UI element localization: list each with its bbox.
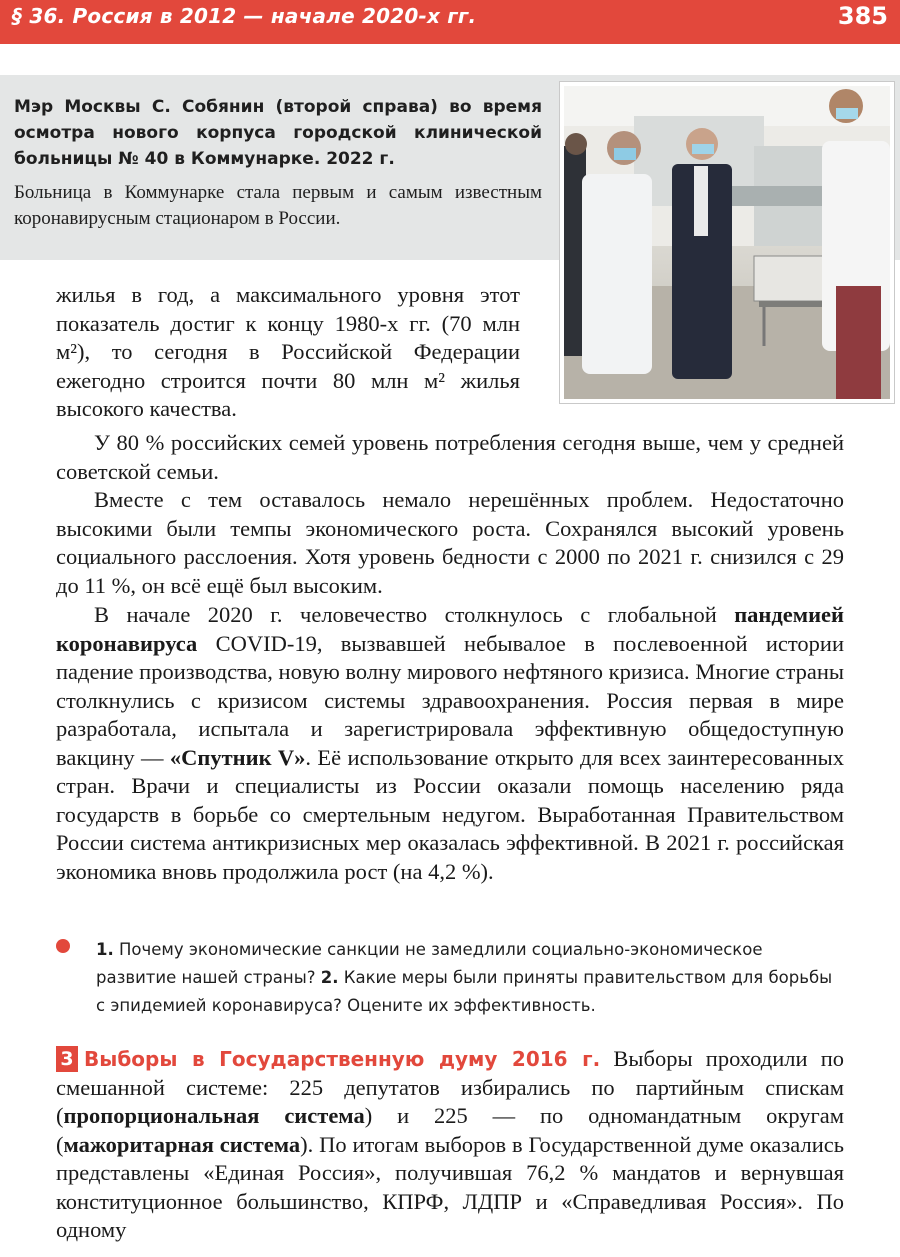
page-number: 385 [837, 2, 888, 30]
question-bullet-icon [56, 939, 70, 953]
section-title: § 36. Россия в 2012 — начале 2020-х гг. [12, 4, 477, 28]
question-2: Какие меры были приняты правительством для борьбы с эпидемией коронавируса? Оцените их эффективность. [96, 968, 833, 1015]
section-number-badge: 3 [56, 1046, 78, 1072]
page-header [0, 0, 900, 44]
review-questions: 1. Почему экономические санкции не замедлили социально-экономическое развитие нашей страны? 2. Какие меры были приняты правительством для борьбы с эпидемией коронавируса? Оцените их эффективность. [96, 940, 833, 1015]
hospital-photo [560, 82, 894, 403]
paragraph-pandemic: В начале 2020 г. человечество столкнулось с глобальной пандемией коронавируса COVID-19, вызвавшей небывалое в послевоенной истории падение производства, новую волну мирового нефтяного кризиса. Многие страны столкнулись с кризисом системы здравоохранения. Россия первая в мире разработала, испытала и зарегистрировала эффективную общедоступную вакцину — «Спутник V». Её использование открыто для всех заинтересованных стран. Врачи и специалисты из России оказали помощь населению ряда государств в борьбе со смертельным недугом. Выработанная Правительством России система антикризисных мер оказалась эффективной. В 2021 г. российская экономика вновь продолжила рост (на 4,2 %). [56, 602, 845, 884]
paragraph-housing: жилья в год, а максимального уровня этот показатель достиг к концу 1980-х гг. (70 млн м²), то сегодня в Российской Федерации ежегодно строится почти 80 млн м² жилья высокого качества. [56, 282, 520, 421]
photo-caption-text: Больница в Коммунарке стала первым и самым известным коронавирусным стационаром в России. [14, 182, 542, 229]
section-3-title: Выборы в Государственную думу 2016 г. [84, 1047, 601, 1071]
term-majoritarian: мажоритарная система [63, 1131, 301, 1157]
term-pandemic: пандемией коронавируса [56, 602, 844, 656]
photo-caption-title: Мэр Москвы С. Собянин (второй справа) во время осмотра нового корпуса городской клинической больницы № 40 в Коммунарке. 2022 г. [14, 97, 542, 169]
term-sputnik: «Спутник V» [169, 744, 306, 770]
section-3: 3 Выборы в Государственную думу 2016 г. Выборы проходили по смешанной системе: 225 депутатов избирались по партийным спискам (пропорциональная система) и 225 — по одномандатным округам (мажоритарная система). По итогам выборов в Государственной думе оказались представлены «Единая Россия», получившая 76,2 % мандатов и вернувшая конституционное большинство, КПРФ, ЛДПР и «Справедливая Россия». По одному [56, 1046, 844, 1242]
paragraph-problems: Вместе с тем оставалось немало нерешённых проблем. Недостаточно высокими были темпы экономического роста. Сохранялся высокий уровень социального расслоения. Хотя уровень бедности с 2000 по 2021 г. снизился с 29 до 11 %, он всё ещё был высоким. [56, 487, 844, 598]
question-1: Почему экономические санкции не замедлили социально-экономическое развитие нашей страны? [96, 940, 763, 987]
paragraph-consumption: У 80 % российских семей уровень потребления сегодня выше, чем у средней советской семьи. [56, 430, 844, 484]
term-proportional: пропорциональная система [63, 1103, 365, 1128]
